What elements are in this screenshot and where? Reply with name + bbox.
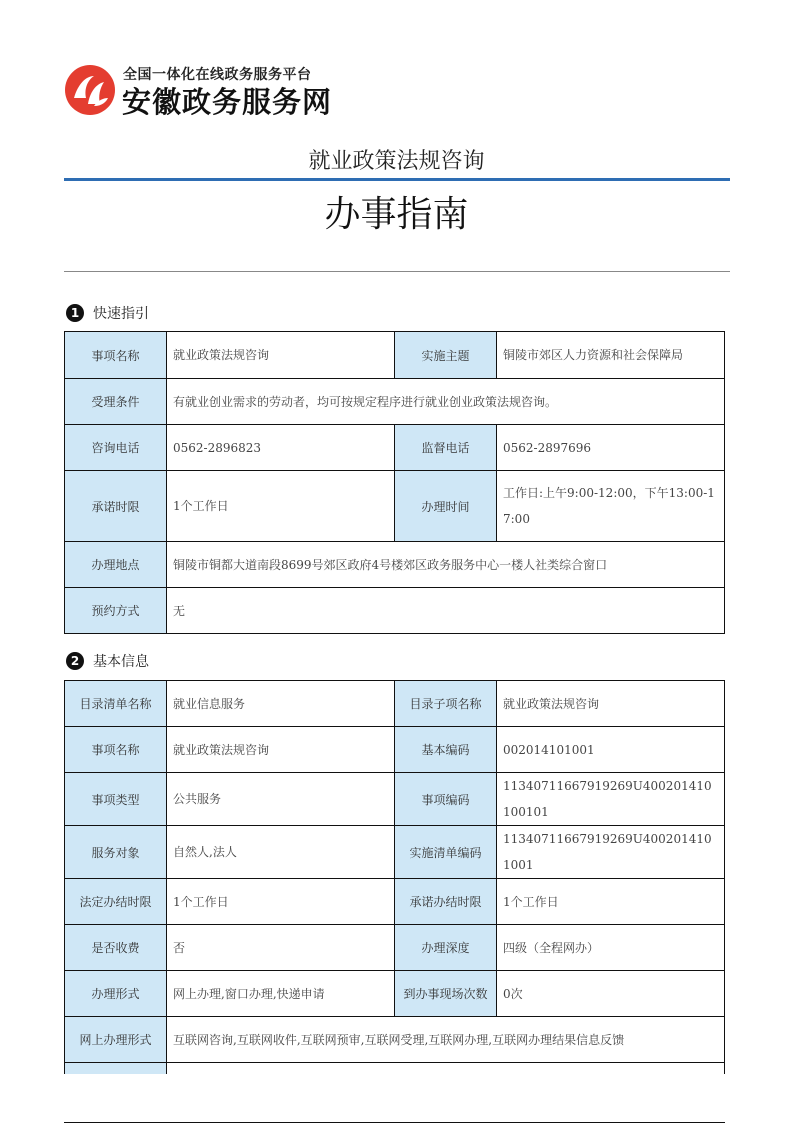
field-value: 1个工作日 — [167, 879, 395, 925]
field-value: 就业政策法规咨询 — [497, 681, 725, 727]
table-row — [65, 925, 725, 971]
field-label: 到办事现场次数 — [395, 971, 497, 1017]
table-row — [65, 971, 725, 1017]
field-value: 就业信息服务 — [167, 681, 395, 727]
field-value: 0562-2897696 — [497, 425, 725, 471]
field-value: 0次 — [497, 971, 725, 1017]
table-row — [65, 1017, 725, 1063]
field-label: 承诺时限 — [65, 471, 167, 542]
section-title: 基本信息 — [93, 654, 149, 670]
field-label: 法定办结时限 — [65, 879, 167, 925]
field-label: 实施主题 — [395, 332, 497, 379]
table-row — [65, 471, 725, 542]
field-label: 事项类型 — [65, 773, 167, 826]
field-label: 办理深度 — [395, 925, 497, 971]
table-row — [65, 727, 725, 773]
section-number-badge: 1 — [66, 304, 84, 322]
field-value: 铜陵市郊区人力资源和社会保障局 — [497, 332, 725, 379]
field-value: 否 — [167, 925, 395, 971]
field-label: 咨询电话 — [65, 425, 167, 471]
table-row — [65, 826, 725, 879]
table-row — [65, 879, 725, 925]
table-row — [65, 773, 725, 826]
field-value: 就业政策法规咨询 — [167, 332, 395, 379]
anhui-government-service-logo — [64, 64, 116, 116]
field-value: 铜陵市铜都大道南段8699号郊区政府4号楼郊区政务服务中心一楼人社类综合窗口 — [167, 542, 725, 588]
field-value: 0562-2896823 — [167, 425, 395, 471]
page-bottom-margin — [0, 1074, 793, 1122]
field-value: 网上办理,窗口办理,快递申请 — [167, 971, 395, 1017]
section-number-badge: 2 — [66, 652, 84, 670]
field-label: 受理条件 — [65, 379, 167, 425]
field-label: 是否收费 — [65, 925, 167, 971]
field-label: 办理时间 — [395, 471, 497, 542]
table-row — [65, 379, 725, 425]
platform-name: 全国一体化在线政务服务平台 — [123, 67, 312, 83]
site-name: 安徽政务服务网 — [122, 85, 333, 119]
field-value: 11340711667919269U4002014101001 — [497, 826, 725, 879]
quick-guide-table — [64, 331, 725, 634]
section-heading-quick-guide — [66, 302, 149, 324]
field-label: 基本编码 — [395, 727, 497, 773]
basic-info-table — [64, 680, 725, 1123]
section-heading-basic-info — [66, 650, 149, 672]
field-label: 办理形式 — [65, 971, 167, 1017]
field-value: 1个工作日 — [167, 471, 395, 542]
table-row — [65, 542, 725, 588]
title-divider — [64, 178, 730, 181]
page-title: 办事指南 — [324, 194, 469, 235]
table-row — [65, 332, 725, 379]
header-divider — [64, 271, 730, 272]
field-label: 目录子项名称 — [395, 681, 497, 727]
field-label: 服务对象 — [65, 826, 167, 879]
field-value: 自然人,法人 — [167, 826, 395, 879]
document-title: 就业政策法规咨询 — [308, 149, 485, 174]
field-value: 11340711667919269U400201410100101 — [497, 773, 725, 826]
field-label: 承诺办结时限 — [395, 879, 497, 925]
field-label: 事项名称 — [65, 727, 167, 773]
field-label: 目录清单名称 — [65, 681, 167, 727]
field-label: 网上办理形式 — [65, 1017, 167, 1063]
field-value: 四级（全程网办） — [497, 925, 725, 971]
field-label: 预约方式 — [65, 588, 167, 634]
field-value: 002014101001 — [497, 727, 725, 773]
section-title: 快速指引 — [93, 306, 149, 322]
field-value: 就业政策法规咨询 — [167, 727, 395, 773]
field-value: 公共服务 — [167, 773, 395, 826]
field-label: 事项编码 — [395, 773, 497, 826]
field-value: 1个工作日 — [497, 879, 725, 925]
table-row — [65, 425, 725, 471]
field-label: 办理地点 — [65, 542, 167, 588]
field-value: 无 — [167, 588, 725, 634]
table-row — [65, 681, 725, 727]
field-label: 监督电话 — [395, 425, 497, 471]
field-value: 工作日:上午9:00-12:00，下午13:00-17:00 — [497, 471, 725, 542]
table-row — [65, 588, 725, 634]
field-value: 互联网咨询,互联网收件,互联网预审,互联网受理,互联网办理,互联网办理结果信息反馈 — [167, 1017, 725, 1063]
field-label: 事项名称 — [65, 332, 167, 379]
field-value: 有就业创业需求的劳动者，均可按规定程序进行就业创业政策法规咨询。 — [167, 379, 725, 425]
field-label: 实施清单编码 — [395, 826, 497, 879]
